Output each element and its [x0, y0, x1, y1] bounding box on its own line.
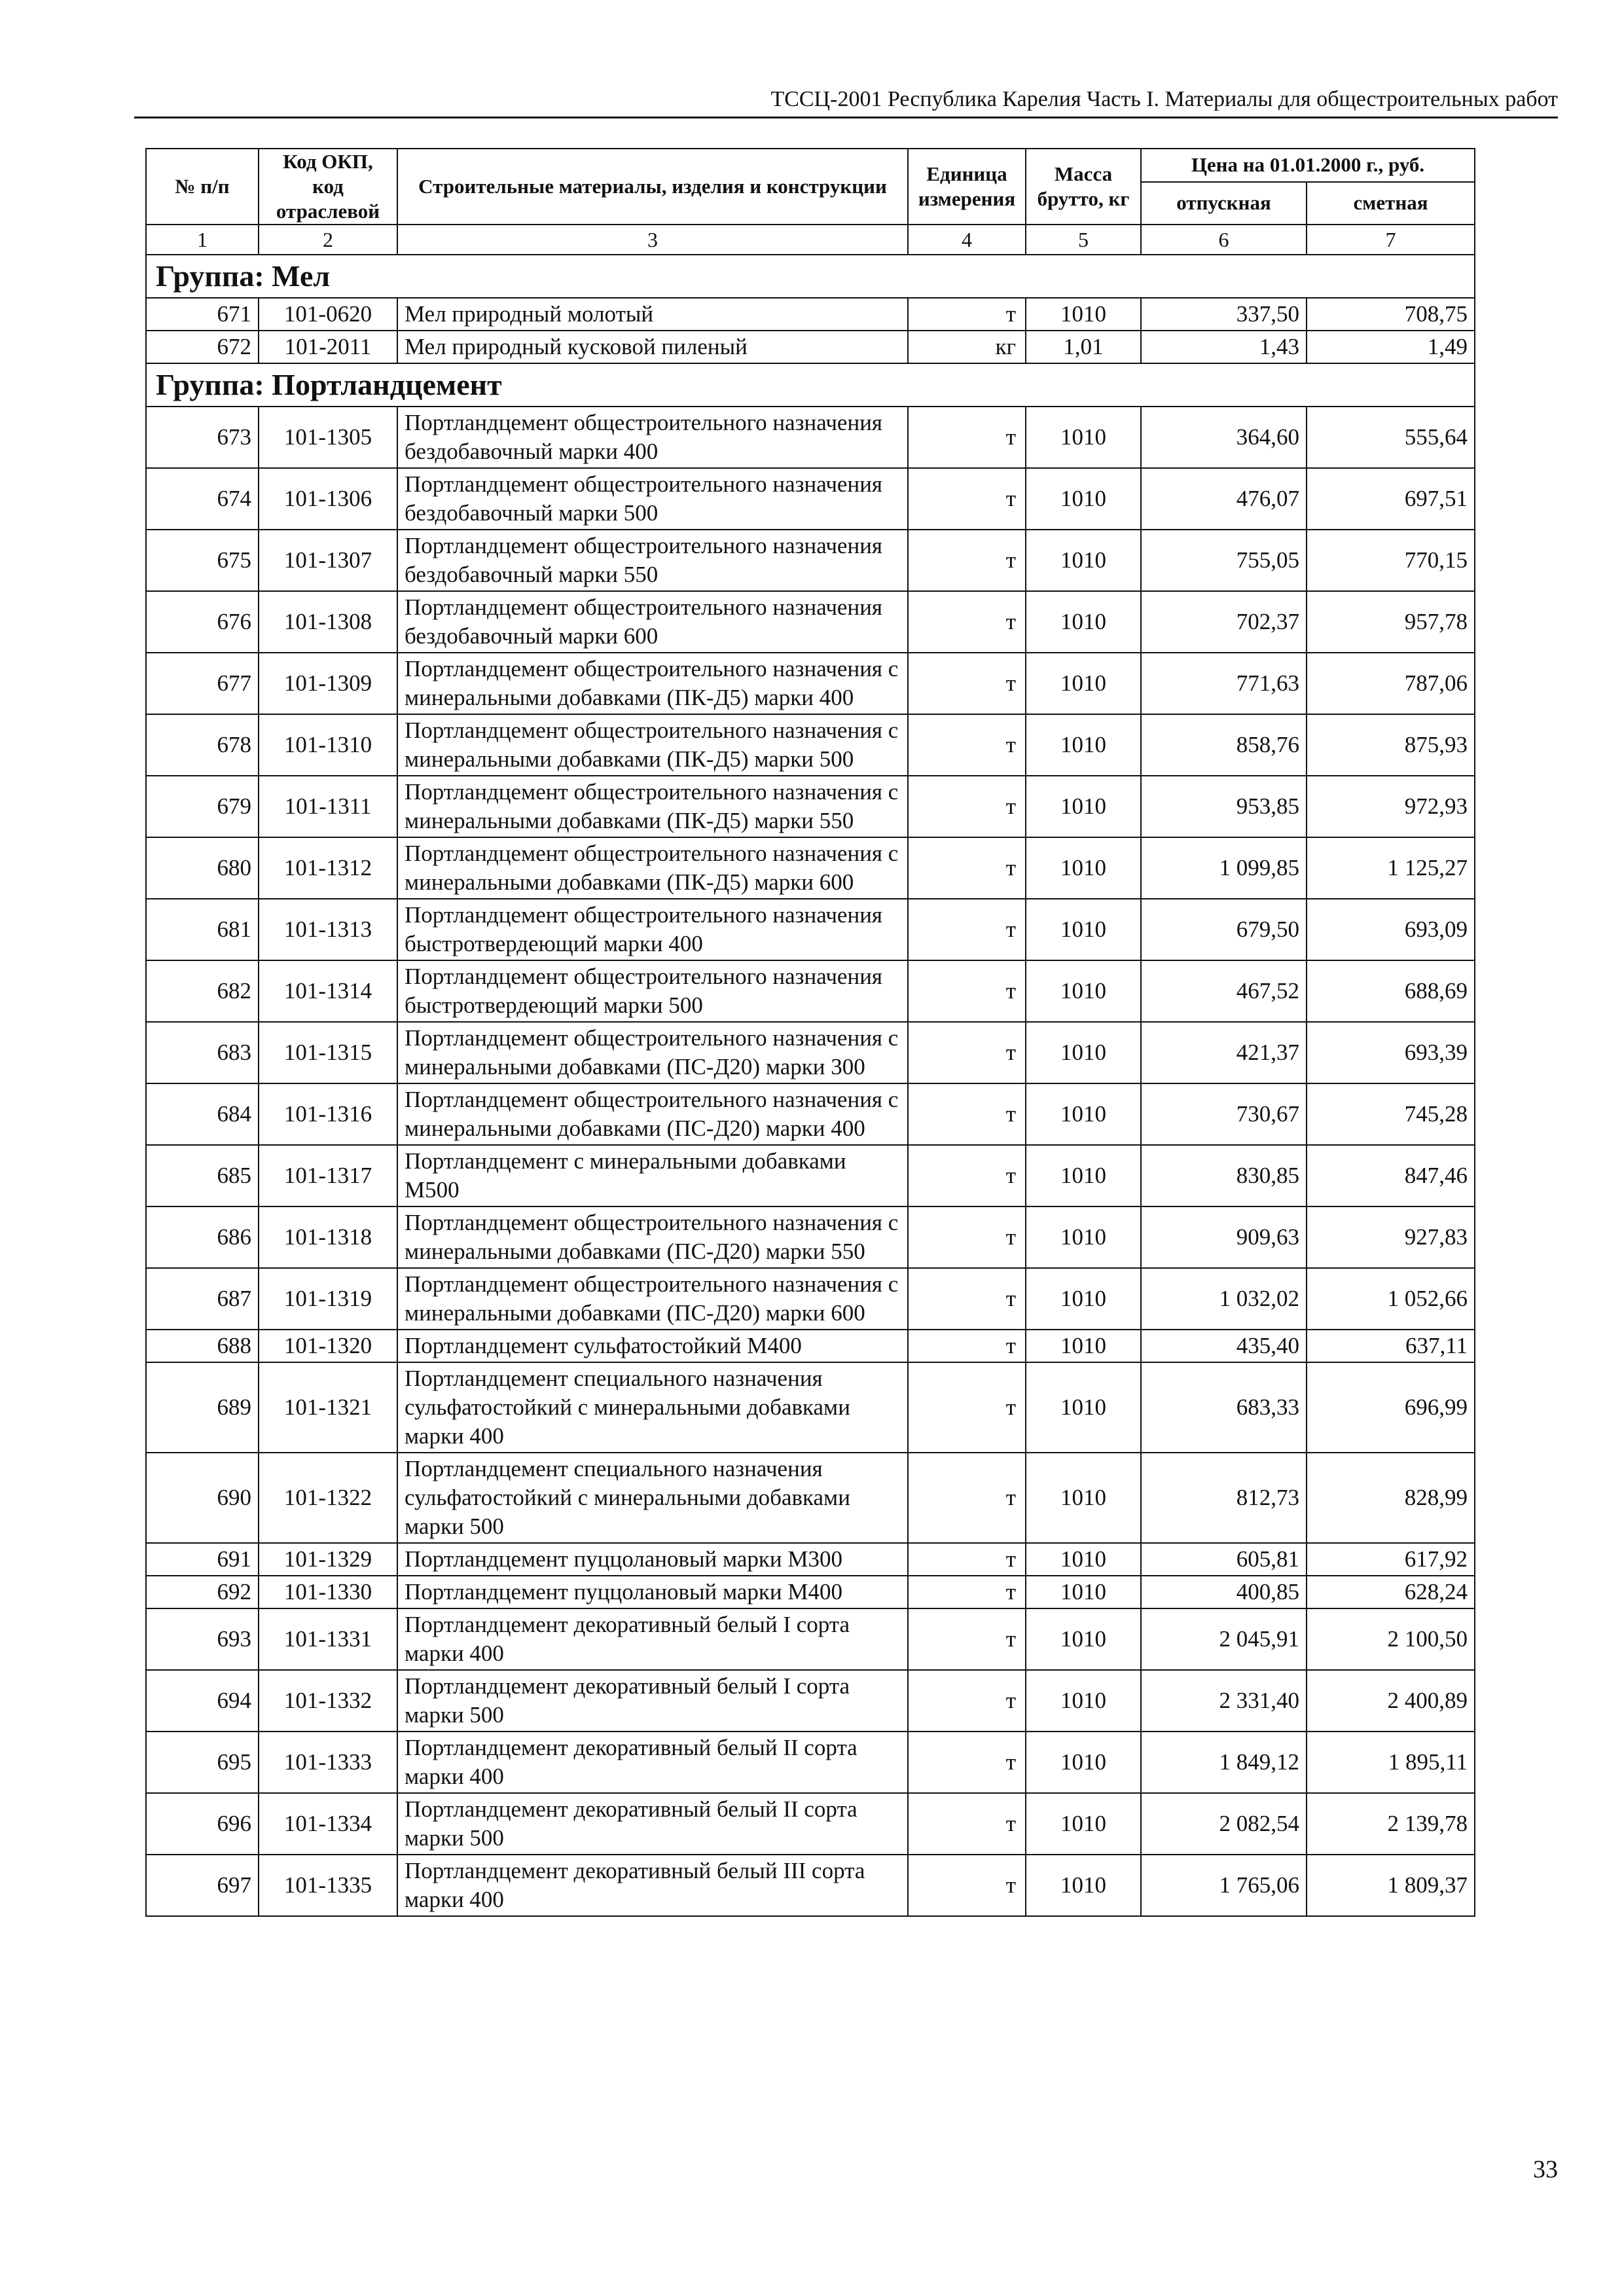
cell-price-release: 421,37: [1141, 1022, 1307, 1083]
table-row: [146, 837, 1475, 899]
table-row: [146, 407, 1475, 468]
cell-price-release: 337,50: [1141, 298, 1307, 331]
cell-num: 677: [146, 653, 259, 714]
cell-unit: т: [908, 298, 1026, 331]
cell-num: 681: [146, 899, 259, 960]
cell-price-estimate: 637,11: [1307, 1330, 1475, 1362]
table-row: [146, 1453, 1475, 1543]
cell-unit: т: [908, 1543, 1026, 1576]
header-price-group: Цена на 01.01.2000 г., руб.: [1141, 149, 1475, 182]
cell-price-estimate: 2 400,89: [1307, 1670, 1475, 1732]
table-row: [146, 468, 1475, 530]
cell-material-name: Портландцемент сульфатостойкий М400: [397, 1330, 908, 1362]
table-row: [146, 298, 1475, 331]
cell-material-name: Портландцемент декоративный белый II сорта марки 500: [397, 1793, 908, 1855]
cell-mass: 1010: [1026, 960, 1141, 1022]
cell-mass: 1010: [1026, 653, 1141, 714]
cell-unit: кг: [908, 331, 1026, 363]
cell-num: 671: [146, 298, 259, 331]
cell-okp-code: 101-2011: [259, 331, 397, 363]
cell-price-estimate: 628,24: [1307, 1576, 1475, 1608]
cell-price-release: 435,40: [1141, 1330, 1307, 1362]
table-row: [146, 899, 1475, 960]
cell-num: 688: [146, 1330, 259, 1362]
cell-price-estimate: 708,75: [1307, 298, 1475, 331]
cell-okp-code: 101-1334: [259, 1793, 397, 1855]
cell-price-estimate: 617,92: [1307, 1543, 1475, 1576]
cell-mass: 1010: [1026, 1732, 1141, 1793]
cell-price-estimate: 770,15: [1307, 530, 1475, 591]
column-number: 5: [1026, 225, 1141, 255]
cell-unit: т: [908, 1206, 1026, 1268]
cell-unit: т: [908, 1362, 1026, 1453]
table-row: [146, 1855, 1475, 1916]
cell-material-name: Портландцемент декоративный белый II сорта марки 400: [397, 1732, 908, 1793]
cell-unit: т: [908, 591, 1026, 653]
cell-num: 680: [146, 837, 259, 899]
cell-okp-code: 101-1311: [259, 776, 397, 837]
cell-material-name: Портландцемент общестроительного назначения с минеральными добавками (ПК-Д5) марки 500: [397, 714, 908, 776]
cell-unit: т: [908, 1855, 1026, 1916]
cell-material-name: Портландцемент общестроительного назначения с минеральными добавками (ПК-Д5) марки 400: [397, 653, 908, 714]
cell-price-release: 476,07: [1141, 468, 1307, 530]
cell-num: 690: [146, 1453, 259, 1543]
column-number-row: [146, 225, 1475, 255]
cell-mass: 1010: [1026, 899, 1141, 960]
table-row: [146, 1793, 1475, 1855]
cell-price-estimate: 1 895,11: [1307, 1732, 1475, 1793]
group-title: Группа: Мел: [146, 255, 1475, 298]
cell-price-release: 771,63: [1141, 653, 1307, 714]
cell-mass: 1010: [1026, 468, 1141, 530]
cell-okp-code: 101-1313: [259, 899, 397, 960]
cell-num: 697: [146, 1855, 259, 1916]
cell-price-estimate: 927,83: [1307, 1206, 1475, 1268]
cell-mass: 1,01: [1026, 331, 1141, 363]
cell-material-name: Портландцемент декоративный белый I сорта марки 500: [397, 1670, 908, 1732]
cell-okp-code: 101-1316: [259, 1083, 397, 1145]
cell-price-estimate: 957,78: [1307, 591, 1475, 653]
cell-mass: 1010: [1026, 1608, 1141, 1670]
cell-unit: т: [908, 530, 1026, 591]
cell-mass: 1010: [1026, 407, 1141, 468]
cell-material-name: Портландцемент общестроительного назначения с минеральными добавками (ПС-Д20) марки 600: [397, 1268, 908, 1330]
cell-price-release: 702,37: [1141, 591, 1307, 653]
cell-mass: 1010: [1026, 1543, 1141, 1576]
cell-num: 694: [146, 1670, 259, 1732]
header-okp-code: Код ОКП, код отраслевой: [259, 149, 397, 225]
cell-num: 684: [146, 1083, 259, 1145]
cell-unit: т: [908, 714, 1026, 776]
cell-price-release: 1 099,85: [1141, 837, 1307, 899]
table-row: [146, 591, 1475, 653]
cell-material-name: Портландцемент общестроительного назначения бездобавочный марки 550: [397, 530, 908, 591]
column-number: 4: [908, 225, 1026, 255]
cell-material-name: Портландцемент общестроительного назначения бездобавочный марки 400: [397, 407, 908, 468]
cell-price-estimate: 847,46: [1307, 1145, 1475, 1206]
cell-material-name: Портландцемент пуццолановый марки М300: [397, 1543, 908, 1576]
cell-okp-code: 101-1335: [259, 1855, 397, 1916]
cell-price-release: 812,73: [1141, 1453, 1307, 1543]
cell-okp-code: 101-1319: [259, 1268, 397, 1330]
cell-num: 695: [146, 1732, 259, 1793]
cell-unit: т: [908, 1453, 1026, 1543]
cell-price-estimate: 688,69: [1307, 960, 1475, 1022]
group-heading-row: [146, 255, 1475, 298]
cell-num: 673: [146, 407, 259, 468]
cell-material-name: Портландцемент общестроительного назначения с минеральными добавками (ПС-Д20) марки 400: [397, 1083, 908, 1145]
cell-unit: т: [908, 407, 1026, 468]
cell-num: 683: [146, 1022, 259, 1083]
cell-okp-code: 101-1315: [259, 1022, 397, 1083]
column-number: 2: [259, 225, 397, 255]
cell-price-estimate: 1 052,66: [1307, 1268, 1475, 1330]
cell-price-release: 1,43: [1141, 331, 1307, 363]
table-row: [146, 1206, 1475, 1268]
running-title: ТССЦ-2001 Республика Карелия Часть I. Материалы для общестроительных работ: [134, 86, 1558, 118]
cell-material-name: Портландцемент специального назначения сульфатостойкий с минеральными добавками марки 500: [397, 1453, 908, 1543]
cell-okp-code: 101-1333: [259, 1732, 397, 1793]
cell-price-release: 400,85: [1141, 1576, 1307, 1608]
cell-num: 682: [146, 960, 259, 1022]
cell-price-estimate: 745,28: [1307, 1083, 1475, 1145]
table-row: [146, 1145, 1475, 1206]
cell-okp-code: 101-1332: [259, 1670, 397, 1732]
cell-okp-code: 101-0620: [259, 298, 397, 331]
cell-price-release: 364,60: [1141, 407, 1307, 468]
cell-price-estimate: 2 100,50: [1307, 1608, 1475, 1670]
table-row: [146, 1608, 1475, 1670]
cell-mass: 1010: [1026, 1022, 1141, 1083]
table-row: [146, 776, 1475, 837]
table-row: [146, 1732, 1475, 1793]
cell-price-estimate: 787,06: [1307, 653, 1475, 714]
cell-price-release: 683,33: [1141, 1362, 1307, 1453]
cell-num: 689: [146, 1362, 259, 1453]
cell-mass: 1010: [1026, 1793, 1141, 1855]
cell-num: 686: [146, 1206, 259, 1268]
cell-okp-code: 101-1322: [259, 1453, 397, 1543]
cell-okp-code: 101-1310: [259, 714, 397, 776]
cell-price-release: 679,50: [1141, 899, 1307, 960]
cell-okp-code: 101-1331: [259, 1608, 397, 1670]
cell-mass: 1010: [1026, 1855, 1141, 1916]
cell-unit: т: [908, 1576, 1026, 1608]
cell-price-release: 730,67: [1141, 1083, 1307, 1145]
cell-material-name: Портландцемент декоративный белый I сорта марки 400: [397, 1608, 908, 1670]
cell-mass: 1010: [1026, 1145, 1141, 1206]
header-price-estimate: сметная: [1307, 182, 1475, 225]
cell-mass: 1010: [1026, 1453, 1141, 1543]
table-row: [146, 1022, 1475, 1083]
cell-unit: т: [908, 1083, 1026, 1145]
table-row: [146, 1083, 1475, 1145]
table-row: [146, 530, 1475, 591]
cell-unit: т: [908, 1145, 1026, 1206]
cell-price-release: 467,52: [1141, 960, 1307, 1022]
cell-price-release: 2 082,54: [1141, 1793, 1307, 1855]
cell-mass: 1010: [1026, 1362, 1141, 1453]
cell-material-name: Портландцемент декоративный белый III сорта марки 400: [397, 1855, 908, 1916]
cell-material-name: Портландцемент общестроительного назначения с минеральными добавками (ПК-Д5) марки 600: [397, 837, 908, 899]
cell-okp-code: 101-1307: [259, 530, 397, 591]
cell-mass: 1010: [1026, 1576, 1141, 1608]
cell-num: 691: [146, 1543, 259, 1576]
cell-okp-code: 101-1321: [259, 1362, 397, 1453]
cell-material-name: Портландцемент общестроительного назначения с минеральными добавками (ПС-Д20) марки 550: [397, 1206, 908, 1268]
column-number: 1: [146, 225, 259, 255]
cell-material-name: Мел природный кусковой пиленый: [397, 331, 908, 363]
cell-price-estimate: 875,93: [1307, 714, 1475, 776]
cell-mass: 1010: [1026, 1330, 1141, 1362]
cell-material-name: Портландцемент пуццолановый марки М400: [397, 1576, 908, 1608]
cell-okp-code: 101-1308: [259, 591, 397, 653]
cell-mass: 1010: [1026, 1206, 1141, 1268]
cell-price-release: 830,85: [1141, 1145, 1307, 1206]
cell-price-estimate: 693,09: [1307, 899, 1475, 960]
cell-unit: т: [908, 653, 1026, 714]
cell-price-release: 2 331,40: [1141, 1670, 1307, 1732]
cell-okp-code: 101-1305: [259, 407, 397, 468]
cell-price-estimate: 972,93: [1307, 776, 1475, 837]
cell-price-release: 1 765,06: [1141, 1855, 1307, 1916]
cell-price-estimate: 1 809,37: [1307, 1855, 1475, 1916]
group-title: Группа: Портландцемент: [146, 363, 1475, 407]
cell-mass: 1010: [1026, 714, 1141, 776]
cell-unit: т: [908, 1732, 1026, 1793]
table-row: [146, 1670, 1475, 1732]
table-row: [146, 1362, 1475, 1453]
cell-num: 678: [146, 714, 259, 776]
cell-unit: т: [908, 1022, 1026, 1083]
cell-price-estimate: 2 139,78: [1307, 1793, 1475, 1855]
cell-num: 672: [146, 331, 259, 363]
cell-material-name: Портландцемент общестроительного назначения бездобавочный марки 600: [397, 591, 908, 653]
header-mass: Масса брутто, кг: [1026, 149, 1141, 225]
price-table: [145, 148, 1475, 1917]
table-row: [146, 653, 1475, 714]
table-row: [146, 1268, 1475, 1330]
cell-okp-code: 101-1312: [259, 837, 397, 899]
cell-price-release: 755,05: [1141, 530, 1307, 591]
column-number: 7: [1307, 225, 1475, 255]
cell-material-name: Портландцемент общестроительного назначения быстротвердеющий марки 400: [397, 899, 908, 960]
table-body: [146, 255, 1475, 1916]
cell-num: 676: [146, 591, 259, 653]
cell-unit: т: [908, 1670, 1026, 1732]
cell-mass: 1010: [1026, 591, 1141, 653]
cell-num: 696: [146, 1793, 259, 1855]
column-number: 3: [397, 225, 908, 255]
cell-okp-code: 101-1314: [259, 960, 397, 1022]
cell-unit: т: [908, 776, 1026, 837]
cell-price-estimate: 693,39: [1307, 1022, 1475, 1083]
cell-price-estimate: 1,49: [1307, 331, 1475, 363]
cell-unit: т: [908, 899, 1026, 960]
table-row: [146, 1330, 1475, 1362]
cell-material-name: Портландцемент общестроительного назначения с минеральными добавками (ПК-Д5) марки 550: [397, 776, 908, 837]
cell-mass: 1010: [1026, 530, 1141, 591]
cell-okp-code: 101-1318: [259, 1206, 397, 1268]
cell-num: 693: [146, 1608, 259, 1670]
cell-okp-code: 101-1306: [259, 468, 397, 530]
header-num: № п/п: [146, 149, 259, 225]
cell-price-release: 858,76: [1141, 714, 1307, 776]
cell-material-name: Портландцемент общестроительного назначения с минеральными добавками (ПС-Д20) марки 300: [397, 1022, 908, 1083]
cell-mass: 1010: [1026, 298, 1141, 331]
cell-price-estimate: 828,99: [1307, 1453, 1475, 1543]
cell-num: 685: [146, 1145, 259, 1206]
cell-unit: т: [908, 837, 1026, 899]
table-row: [146, 1576, 1475, 1608]
cell-mass: 1010: [1026, 1268, 1141, 1330]
cell-material-name: Портландцемент общестроительного назначения бездобавочный марки 500: [397, 468, 908, 530]
cell-unit: т: [908, 1793, 1026, 1855]
cell-num: 687: [146, 1268, 259, 1330]
cell-okp-code: 101-1320: [259, 1330, 397, 1362]
cell-mass: 1010: [1026, 1670, 1141, 1732]
cell-material-name: Мел природный молотый: [397, 298, 908, 331]
cell-material-name: Портландцемент специального назначения сульфатостойкий с минеральными добавками марки 400: [397, 1362, 908, 1453]
cell-num: 674: [146, 468, 259, 530]
table-row: [146, 960, 1475, 1022]
cell-price-release: 909,63: [1141, 1206, 1307, 1268]
cell-okp-code: 101-1330: [259, 1576, 397, 1608]
cell-num: 679: [146, 776, 259, 837]
cell-unit: т: [908, 468, 1026, 530]
cell-unit: т: [908, 960, 1026, 1022]
cell-mass: 1010: [1026, 1083, 1141, 1145]
cell-price-release: 1 032,02: [1141, 1268, 1307, 1330]
cell-material-name: Портландцемент с минеральными добавками М500: [397, 1145, 908, 1206]
table-row: [146, 331, 1475, 363]
header-unit: Единица измерения: [908, 149, 1026, 225]
cell-price-estimate: 696,99: [1307, 1362, 1475, 1453]
group-heading-row: [146, 363, 1475, 407]
cell-num: 692: [146, 1576, 259, 1608]
cell-price-release: 953,85: [1141, 776, 1307, 837]
cell-price-release: 1 849,12: [1141, 1732, 1307, 1793]
cell-price-estimate: 555,64: [1307, 407, 1475, 468]
header-price-release: отпускная: [1141, 182, 1307, 225]
table-row: [146, 714, 1475, 776]
cell-unit: т: [908, 1330, 1026, 1362]
cell-price-estimate: 697,51: [1307, 468, 1475, 530]
cell-okp-code: 101-1329: [259, 1543, 397, 1576]
cell-mass: 1010: [1026, 776, 1141, 837]
cell-okp-code: 101-1317: [259, 1145, 397, 1206]
cell-mass: 1010: [1026, 837, 1141, 899]
cell-okp-code: 101-1309: [259, 653, 397, 714]
cell-unit: т: [908, 1268, 1026, 1330]
cell-price-release: 605,81: [1141, 1543, 1307, 1576]
header-material-name: Строительные материалы, изделия и конструкции: [397, 149, 908, 225]
cell-price-estimate: 1 125,27: [1307, 837, 1475, 899]
page-number: 33: [1533, 2156, 1558, 2183]
cell-unit: т: [908, 1608, 1026, 1670]
cell-material-name: Портландцемент общестроительного назначения быстротвердеющий марки 500: [397, 960, 908, 1022]
table-row: [146, 1543, 1475, 1576]
cell-price-release: 2 045,91: [1141, 1608, 1307, 1670]
cell-num: 675: [146, 530, 259, 591]
column-number: 6: [1141, 225, 1307, 255]
